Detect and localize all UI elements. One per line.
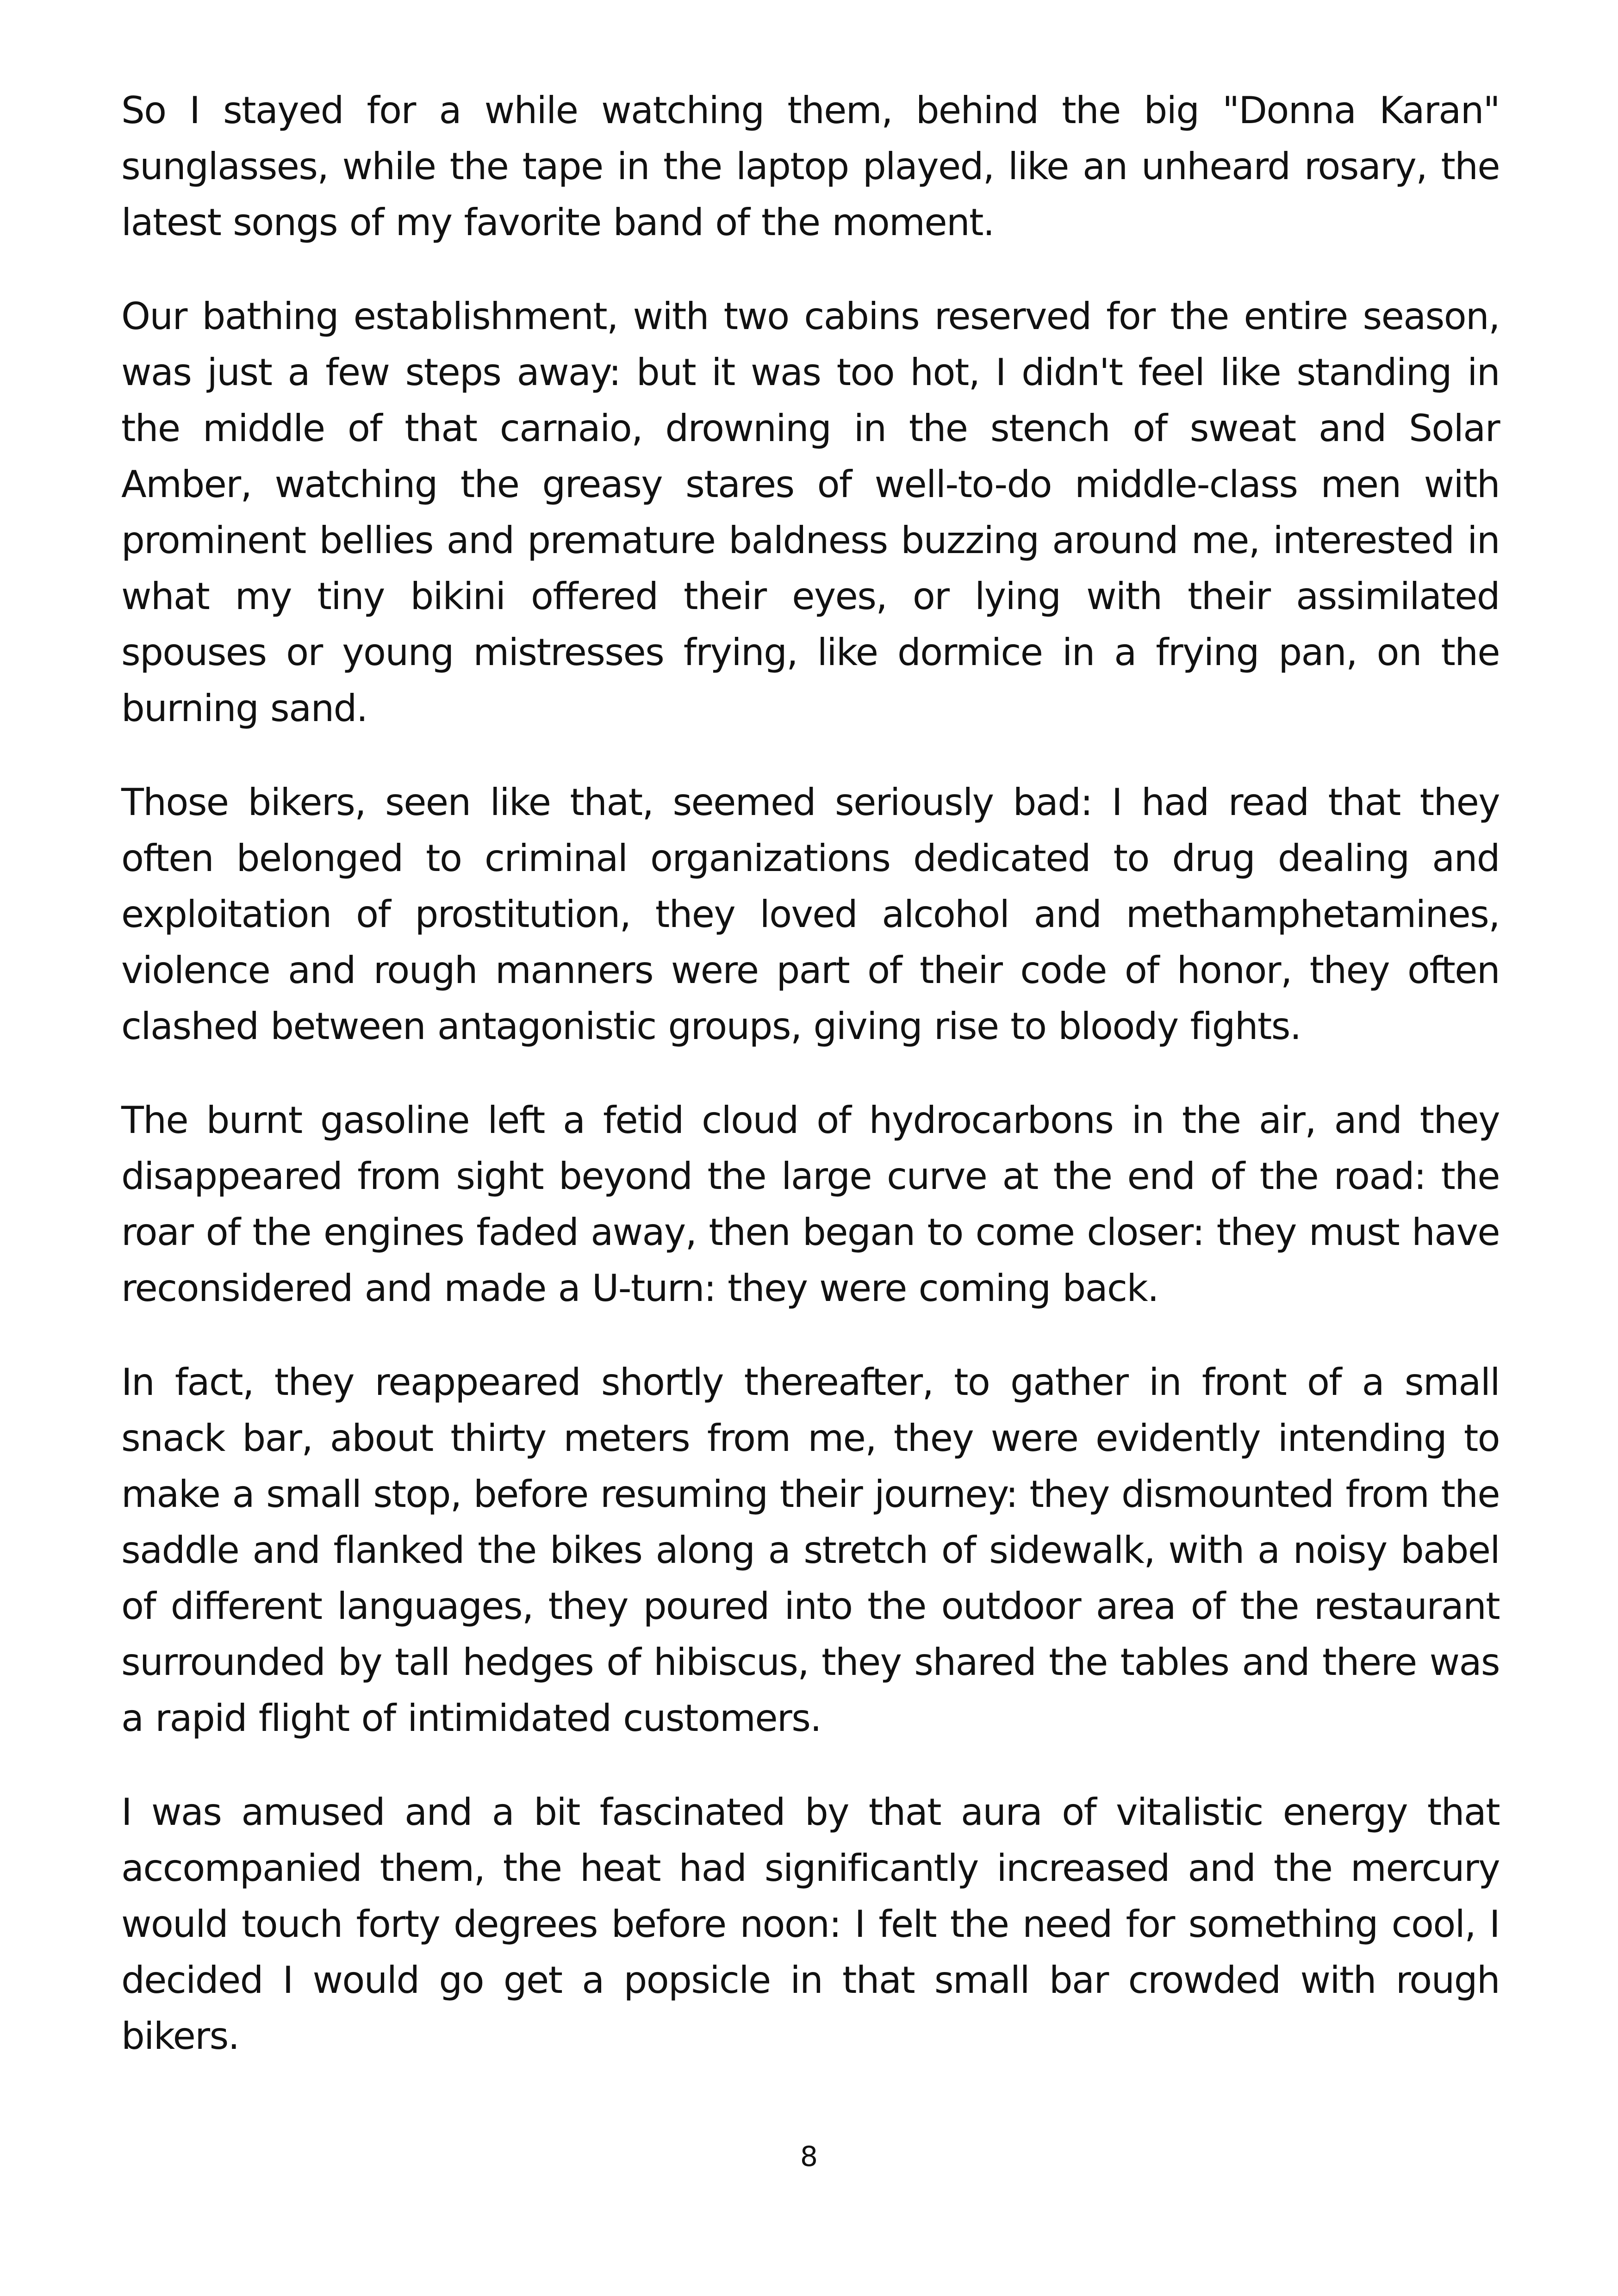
paragraph-6: I was amused and a bit fascinated by that aura of vitalistic energy that accompanied them, the heat had significantly increased and the mercury would touch forty degrees before noon: I felt the need for something cool, I decided I would go get a popsicle in that small bar crowded with rough bikers. bbox=[121, 1791, 1500, 2058]
paragraph-3: Those bikers, seen like that, seemed seriously bad: I had read that they often belonged to criminal organizations dedicated to drug dealing and exploitation of prostitution, they loved alcohol and methamphetamines, violence and rough manners were part of their code of honor, they often clashed between antagonistic groups, giving rise to bloody fights. bbox=[121, 781, 1500, 1048]
paragraph-1: So I stayed for a while watching them, behind the big "Donna Karan" sunglasses, while the tape in the laptop played, like an unheard rosary, the latest songs of my favorite band of the moment. bbox=[121, 89, 1500, 244]
body-text bbox=[121, 82, 1500, 2102]
page-number: 8 bbox=[800, 2140, 818, 2173]
paragraph-4: The burnt gasoline left a fetid cloud of hydrocarbons in the air, and they disappeared from sight beyond the large curve at the end of the road: the roar of the engines faded away, then began to come closer: they must have reconsidered and made a U-turn: they were coming back. bbox=[121, 1099, 1500, 1310]
paragraph-2: Our bathing establishment, with two cabins reserved for the entire season, was just a few steps away: but it was too hot, I didn't feel like standing in the middle of that carnaio, drowning in the stench of sweat and Solar Amber, watching the greasy stares of well-to-do middle-class men with prominent bellies and premature baldness buzzing around me, interested in what my tiny bikini offered their eyes, or lying with their assimilated spouses or young mistresses frying, like dormice in a frying pan, on the burning sand. bbox=[121, 295, 1500, 730]
paragraph-5: In fact, they reappeared shortly thereafter, to gather in front of a small snack bar, about thirty meters from me, they were evidently intending to make a small stop, before resuming their journey: they dismounted from the saddle and flanked the bikes along a stretch of sidewalk, with a noisy babel of different languages, they poured into the outdoor area of the restaurant surrounded by tall hedges of hibiscus, they shared the tables and there was a rapid flight of intimidated customers. bbox=[121, 1361, 1500, 1740]
